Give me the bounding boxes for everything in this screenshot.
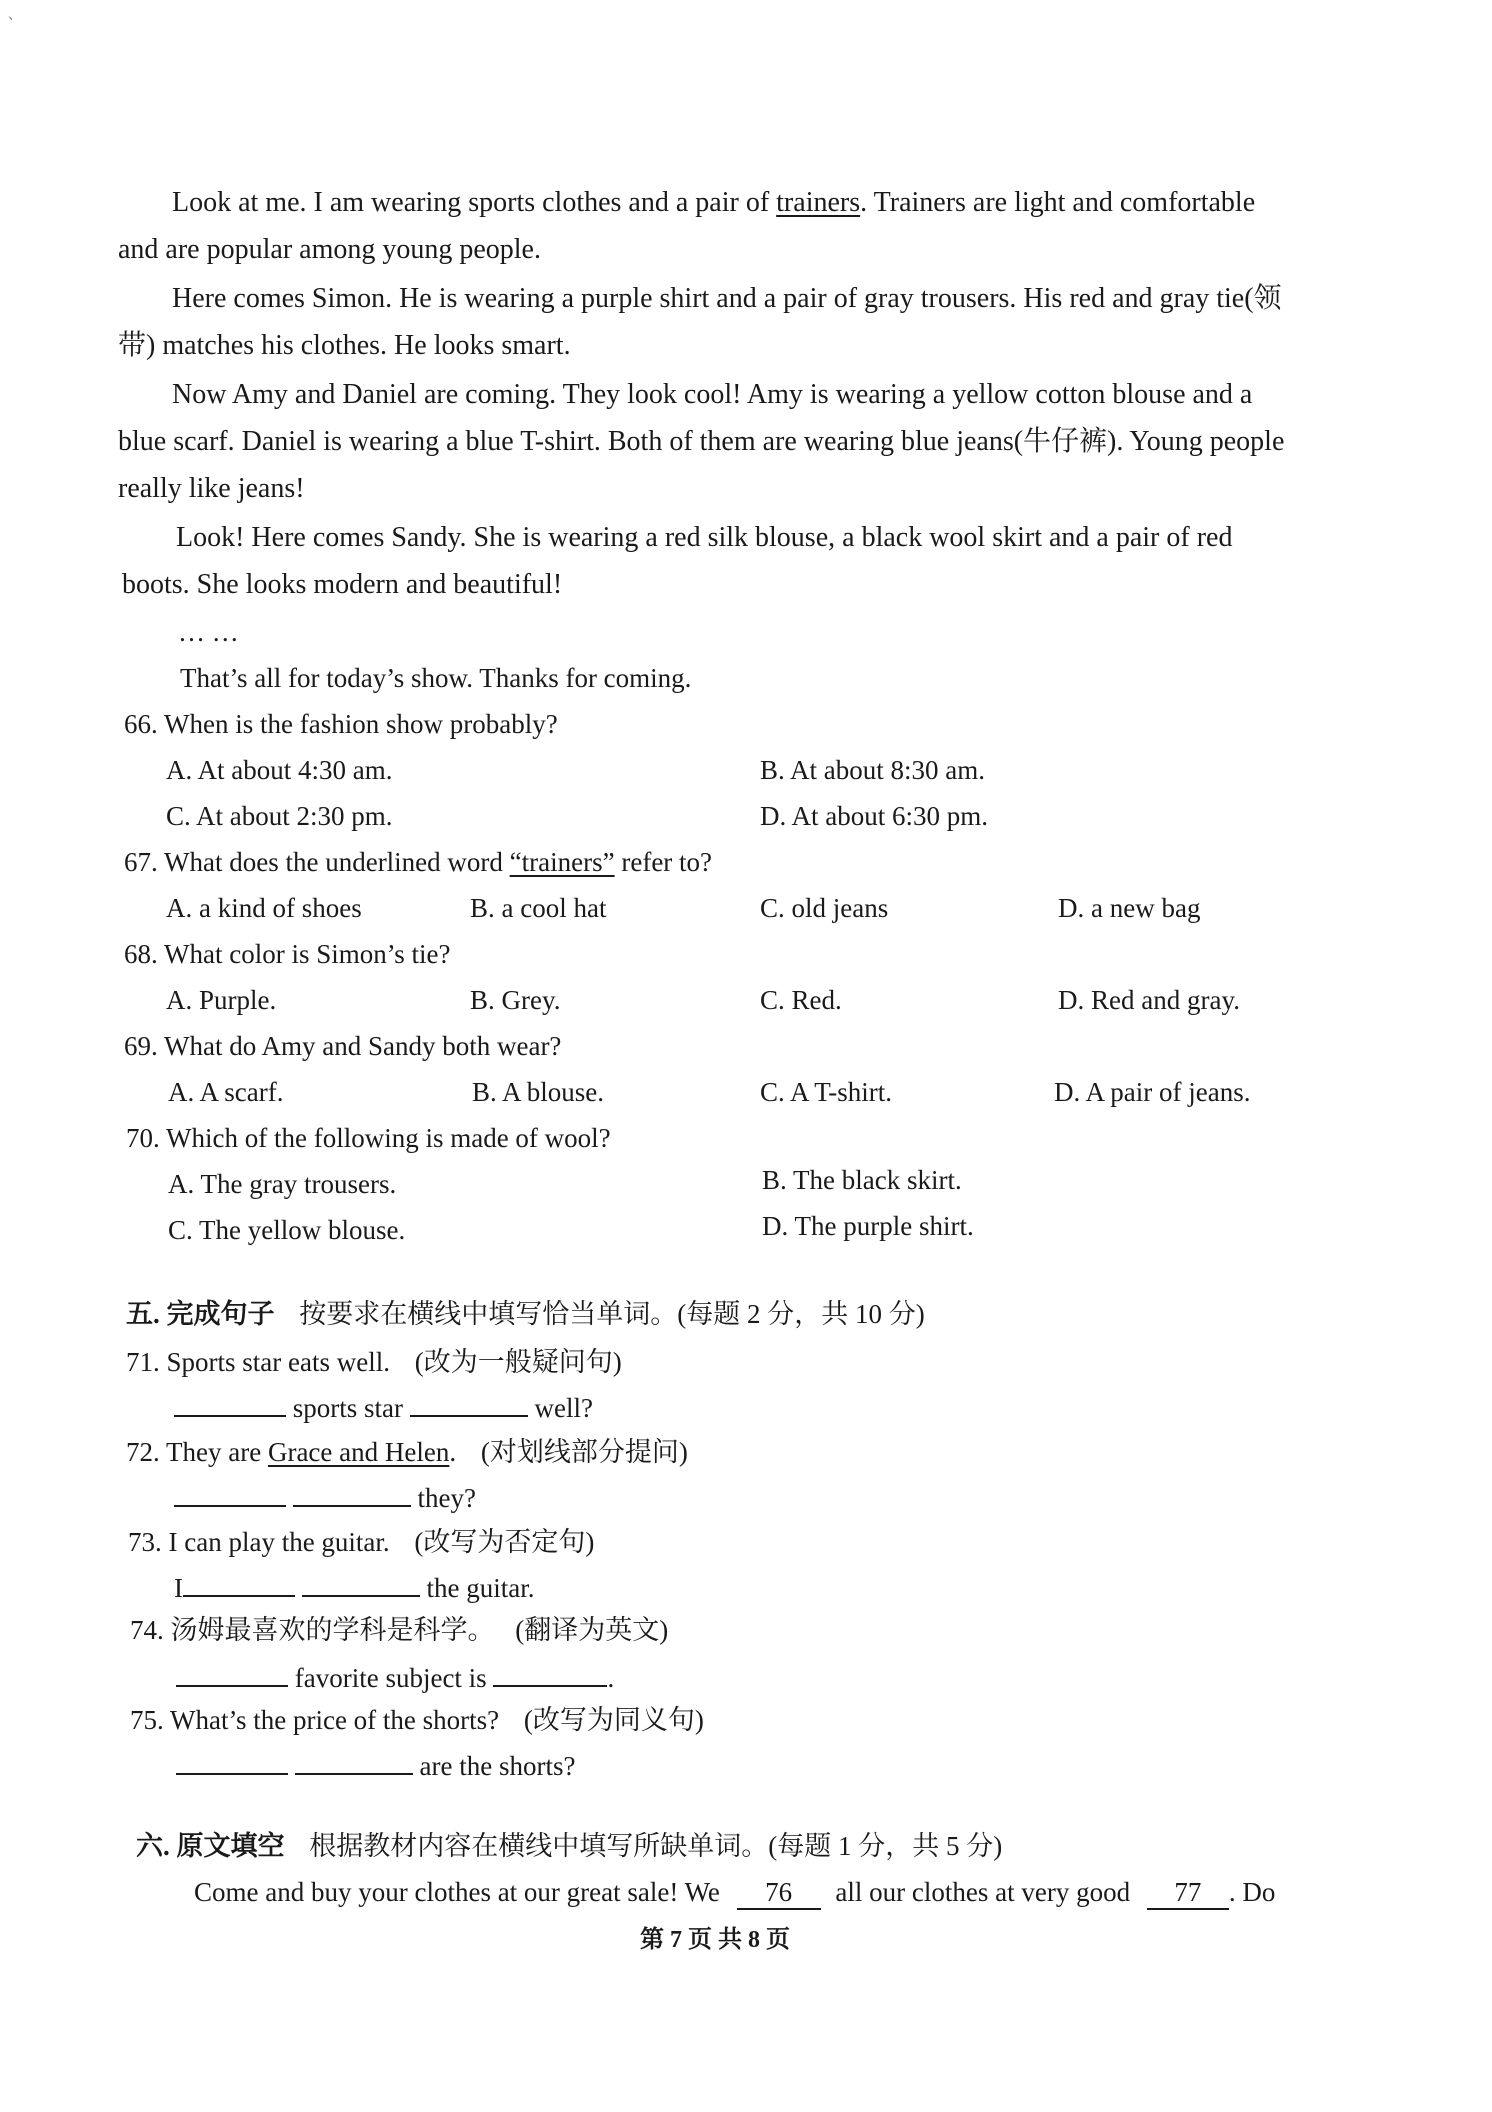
answer-blank[interactable] <box>176 1751 288 1775</box>
section-5-heading: 五. 完成句子 <box>126 1299 275 1329</box>
passage-p3-line2: blue scarf. Daniel is wearing a blue T-shirt. Both of them are wearing blue jeans(牛仔裤). Young people <box>118 426 1285 457</box>
answer-text: the guitar. <box>426 1573 535 1603</box>
answer-72 <box>174 1482 476 1514</box>
section-6-heading: 六. 原文填空 <box>136 1831 285 1861</box>
item-note: (翻译为英文) <box>515 1615 669 1645</box>
item-text: 71. Sports star eats well. <box>126 1347 390 1377</box>
item-text: 75. What’s the price of the shorts? <box>130 1705 500 1735</box>
section-6-text <box>194 1876 1275 1910</box>
item-note: (改写为否定句) <box>414 1527 595 1557</box>
answer-blank[interactable] <box>293 1483 411 1507</box>
answer-75 <box>176 1750 575 1782</box>
item-75 <box>130 1704 704 1736</box>
text: all our clothes at very good <box>835 1877 1131 1907</box>
item-72 <box>126 1436 688 1468</box>
passage-ellipsis: … … <box>178 617 239 647</box>
answer-73 <box>174 1572 534 1604</box>
question-67-option-b: B. a cool hat <box>470 893 607 923</box>
scan-mark: 、 <box>8 8 22 23</box>
answer-text: well? <box>534 1393 593 1423</box>
question-66-option-c: C. At about 2:30 pm. <box>166 801 393 831</box>
question-70-option-b: B. The black skirt. <box>762 1165 962 1195</box>
text: Look at me. I am wearing sports clothes and a pair of <box>172 187 777 218</box>
question-68-option-c: C. Red. <box>760 985 842 1015</box>
answer-text: favorite subject is <box>294 1663 487 1693</box>
passage-p2-line1: Here comes Simon. He is wearing a purple shirt and a pair of gray trousers. His red and gray tie(领 <box>172 283 1282 314</box>
question-70-option-d: D. The purple shirt. <box>762 1211 974 1241</box>
answer-blank[interactable] <box>174 1393 286 1417</box>
item-note: (改为一般疑问句) <box>414 1347 622 1377</box>
section-5-header <box>126 1298 925 1330</box>
item-note: (对划线部分提问) <box>480 1437 688 1467</box>
passage-p5: That’s all for today’s show. Thanks for coming. <box>180 663 692 693</box>
answer-blank[interactable] <box>493 1663 607 1687</box>
text: Come and buy your clothes at our great sale! We <box>194 1877 720 1907</box>
answer-71 <box>174 1392 593 1424</box>
passage-p2-line2: 带) matches his clothes. He looks smart. <box>118 330 571 361</box>
question-69-option-a: A. A scarf. <box>168 1077 284 1107</box>
answer-text: sports star <box>292 1393 403 1423</box>
question-70-option-c: C. The yellow blouse. <box>168 1215 406 1245</box>
item-74 <box>130 1614 668 1646</box>
question-70-option-a: A. The gray trousers. <box>168 1169 397 1199</box>
answer-blank[interactable] <box>295 1751 413 1775</box>
item-text: 74. 汤姆最喜欢的学科是科学。 <box>130 1615 495 1645</box>
answer-text: . <box>607 1663 615 1693</box>
question-68-option-d: D. Red and gray. <box>1058 985 1240 1015</box>
question-68-stem: 68. What color is Simon’s tie? <box>124 939 451 969</box>
item-text: 73. I can play the guitar. <box>128 1527 390 1557</box>
section-5-instruction: 按要求在横线中填写恰当单词。(每题 2 分，共 10 分) <box>299 1299 925 1329</box>
page-number: 第 7 页 共 8 页 <box>640 1927 790 1953</box>
item-71 <box>126 1346 622 1378</box>
text: 67. What does the underlined word <box>124 847 510 877</box>
question-67-option-a: A. a kind of shoes <box>166 893 362 923</box>
question-67-option-c: C. old jeans <box>760 893 889 923</box>
passage-p3-line1: Now Amy and Daniel are coming. They look cool! Amy is wearing a yellow cotton blouse and a <box>172 379 1253 410</box>
question-66-option-b: B. At about 8:30 am. <box>760 755 985 785</box>
text: . Do <box>1228 1877 1276 1907</box>
passage-p1-line1 <box>172 186 1255 220</box>
text: . Trainers are light and comfortable <box>860 187 1256 218</box>
section-6-instruction: 根据教材内容在横线中填写所缺单词。(每题 1 分，共 5 分) <box>309 1831 1003 1861</box>
question-66-option-d: D. At about 6:30 pm. <box>760 801 988 831</box>
question-70-stem: 70. Which of the following is made of wool? <box>126 1123 611 1153</box>
item-text: 72. They are <box>126 1437 268 1467</box>
answer-74 <box>176 1662 614 1694</box>
question-69-option-b: B. A blouse. <box>472 1077 605 1107</box>
answer-blank[interactable] <box>302 1573 420 1597</box>
underlined-phrase: Grace and Helen <box>267 1437 450 1467</box>
passage-p3-line3: really like jeans! <box>118 473 305 504</box>
blank-77[interactable]: 77 <box>1147 1876 1229 1910</box>
answer-text: they? <box>417 1483 476 1513</box>
answer-text: I <box>174 1573 183 1603</box>
underlined-word: “trainers” <box>509 847 615 877</box>
answer-blank[interactable] <box>410 1393 528 1417</box>
question-67-stem <box>124 846 712 878</box>
answer-blank[interactable] <box>174 1483 286 1507</box>
item-text: . <box>449 1437 457 1467</box>
blank-76[interactable]: 76 <box>737 1876 821 1910</box>
answer-text: are the shorts? <box>419 1751 576 1781</box>
question-69-option-d: D. A pair of jeans. <box>1054 1077 1251 1107</box>
item-73 <box>128 1526 594 1558</box>
question-68-option-a: A. Purple. <box>166 985 277 1015</box>
passage-p4-line2: boots. She looks modern and beautiful! <box>122 569 563 600</box>
passage-p1-line2: and are popular among young people. <box>118 234 541 265</box>
question-67-option-d: D. a new bag <box>1058 893 1201 923</box>
item-note: (改写为同义句) <box>523 1705 704 1735</box>
section-6-header <box>136 1830 1002 1862</box>
question-69-option-c: C. A T-shirt. <box>760 1077 893 1107</box>
text: refer to? <box>614 847 713 877</box>
answer-blank[interactable] <box>183 1573 295 1597</box>
question-68-option-b: B. Grey. <box>470 985 561 1015</box>
question-69-stem: 69. What do Amy and Sandy both wear? <box>124 1031 562 1061</box>
question-66-stem: 66. When is the fashion show probably? <box>124 709 558 739</box>
underlined-word: trainers <box>776 187 861 218</box>
passage-p4-line1: Look! Here comes Sandy. She is wearing a red silk blouse, a black wool skirt and a pair of red <box>176 522 1233 553</box>
question-66-option-a: A. At about 4:30 am. <box>166 755 393 785</box>
answer-blank[interactable] <box>176 1663 288 1687</box>
